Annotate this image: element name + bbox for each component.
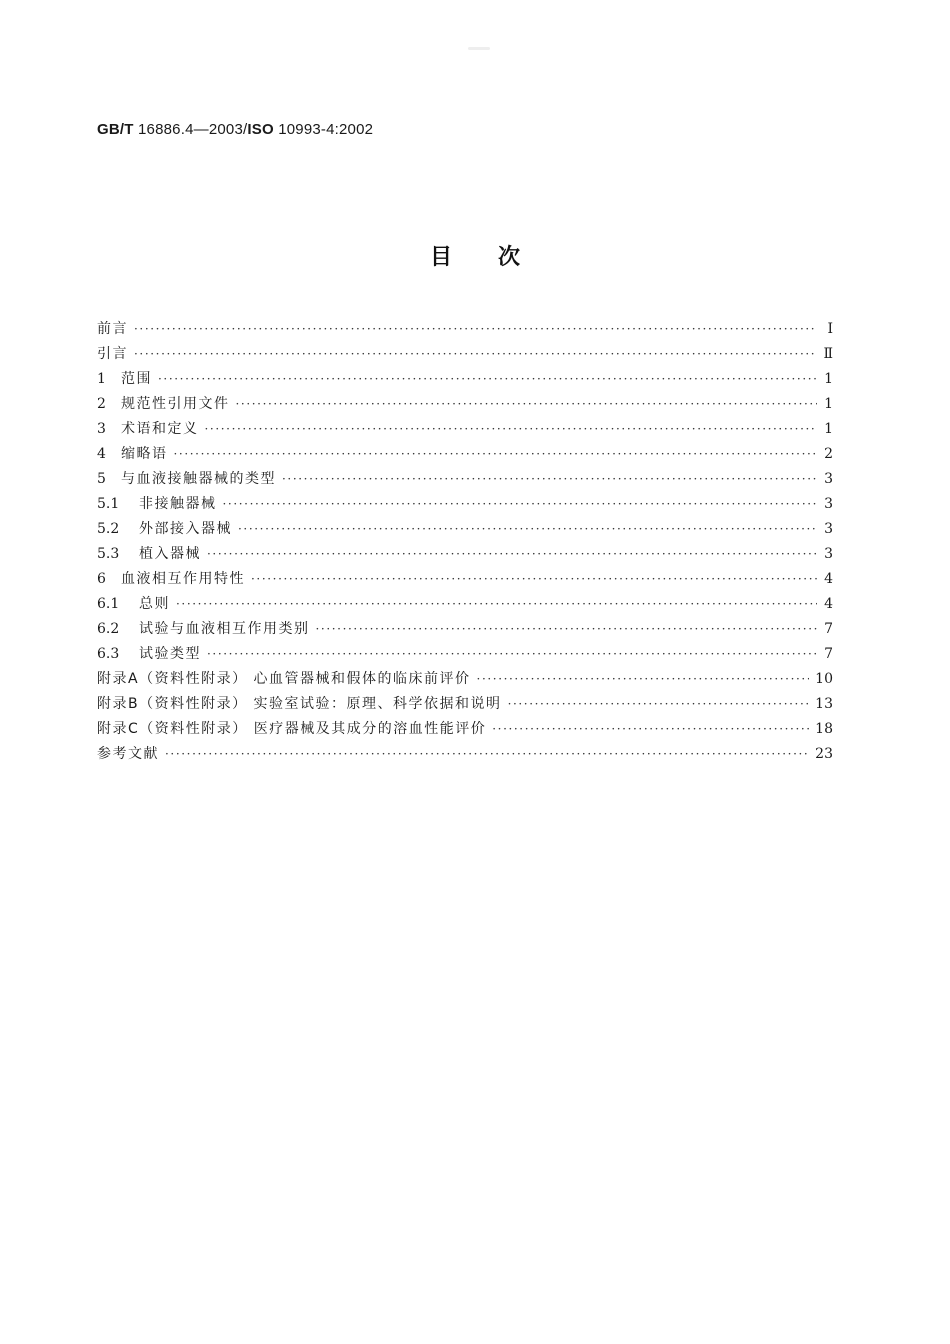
toc-entry-page: 1 <box>824 396 833 412</box>
toc-leader-dots <box>205 422 818 436</box>
page-title <box>0 240 950 271</box>
toc-entry-label: 引言 <box>97 346 128 362</box>
page-title-char-2: 次 <box>498 245 521 270</box>
toc-entry-page: 1 <box>824 371 833 387</box>
toc-leader-dots <box>134 347 817 361</box>
toc-entry-number: 5.3 <box>97 546 120 562</box>
toc-entry-page: 18 <box>815 721 833 737</box>
toc-entry[interactable] <box>97 418 833 443</box>
toc-entry-label: 外部接入器械 <box>139 521 232 537</box>
toc-entry[interactable] <box>97 693 833 718</box>
toc-leader-dots <box>134 322 817 336</box>
toc-leader-dots <box>508 697 810 711</box>
toc-entry-label: 血液相互作用特性 <box>121 571 245 587</box>
standard-code-iso-number: 10993-4:2002 <box>273 121 374 138</box>
toc-entry-page: I <box>827 321 833 337</box>
toc-entry[interactable] <box>97 718 833 743</box>
table-of-contents <box>97 318 833 768</box>
scan-speck <box>468 47 490 50</box>
toc-entry-page: 7 <box>824 646 833 662</box>
toc-entry-label: 参考文献 <box>97 746 159 762</box>
toc-entry-label: 术语和定义 <box>121 421 199 437</box>
toc-leader-dots <box>236 397 818 411</box>
toc-entry-label: 总则 <box>139 596 170 612</box>
toc-leader-dots <box>223 497 818 511</box>
toc-entry[interactable] <box>97 743 833 768</box>
toc-entry[interactable] <box>97 318 833 343</box>
toc-entry-page: 3 <box>824 521 833 537</box>
toc-entry-number: 1 <box>97 371 106 387</box>
toc-entry-label: 范围 <box>121 371 152 387</box>
toc-leader-dots <box>316 622 818 636</box>
toc-entry-number: 2 <box>97 396 106 412</box>
standard-code <box>97 121 373 138</box>
toc-leader-dots <box>251 572 817 586</box>
toc-entry-page: 1 <box>824 421 833 437</box>
toc-entry-page: 7 <box>824 621 833 637</box>
toc-entry-label: 试验与血液相互作用类别 <box>139 621 310 637</box>
toc-leader-dots <box>207 547 817 561</box>
toc-entry-number: 4 <box>97 446 106 462</box>
toc-entry-page: 4 <box>824 596 833 612</box>
toc-leader-dots <box>492 722 809 736</box>
toc-entry-number: 6.3 <box>97 646 120 662</box>
toc-entry-page: 23 <box>815 746 833 762</box>
toc-entry-page: 3 <box>824 496 833 512</box>
toc-entry-label: 缩略语 <box>121 446 168 462</box>
toc-entry[interactable] <box>97 518 833 543</box>
toc-entry-page: 2 <box>824 446 833 462</box>
toc-entry-page: 4 <box>824 571 833 587</box>
toc-entry[interactable] <box>97 368 833 393</box>
toc-entry-page: Ⅱ <box>823 346 833 362</box>
toc-leader-dots <box>477 672 810 686</box>
toc-entry-label: 植入器械 <box>139 546 201 562</box>
toc-entry-page: 13 <box>815 696 833 712</box>
toc-entry-number: 6.2 <box>97 621 120 637</box>
toc-leader-dots <box>165 747 809 761</box>
toc-leader-dots <box>174 447 818 461</box>
toc-leader-dots <box>282 472 817 486</box>
toc-entry-label: 试验类型 <box>139 646 201 662</box>
toc-entry-page: 3 <box>824 546 833 562</box>
toc-entry[interactable] <box>97 643 833 668</box>
toc-entry[interactable] <box>97 668 833 693</box>
toc-entry-label: 附录C（资料性附录） 医疗器械及其成分的溶血性能评价 <box>97 721 487 737</box>
toc-entry[interactable] <box>97 593 833 618</box>
toc-entry-label: 非接触器械 <box>139 496 217 512</box>
toc-leader-dots <box>158 372 817 386</box>
standard-code-number: 16886.4—2003/ <box>133 121 248 138</box>
toc-entry-page: 3 <box>824 471 833 487</box>
toc-entry[interactable] <box>97 443 833 468</box>
standard-code-prefix: GB/T <box>97 121 134 138</box>
toc-entry-label: 附录B（资料性附录） 实验室试验：原理、科学依据和说明 <box>97 696 502 712</box>
toc-entry[interactable] <box>97 468 833 493</box>
toc-entry-label: 附录A（资料性附录） 心血管器械和假体的临床前评价 <box>97 671 471 687</box>
toc-entry-label: 前言 <box>97 321 128 337</box>
toc-entry-number: 3 <box>97 421 106 437</box>
standard-code-iso: ISO <box>247 121 274 138</box>
toc-entry-label: 与血液接触器械的类型 <box>121 471 276 487</box>
toc-entry[interactable] <box>97 618 833 643</box>
toc-entry-label: 规范性引用文件 <box>121 396 230 412</box>
toc-leader-dots <box>176 597 817 611</box>
toc-entry[interactable] <box>97 343 833 368</box>
toc-entry[interactable] <box>97 393 833 418</box>
toc-entry-page: 10 <box>815 671 833 687</box>
toc-leader-dots <box>238 522 817 536</box>
toc-entry-number: 6 <box>97 571 106 587</box>
toc-entry-number: 5.1 <box>97 496 120 512</box>
toc-entry-number: 5 <box>97 471 106 487</box>
toc-leader-dots <box>207 647 817 661</box>
toc-entry[interactable] <box>97 568 833 593</box>
toc-entry-number: 5.2 <box>97 521 120 537</box>
toc-entry-number: 6.1 <box>97 596 120 612</box>
toc-entry[interactable] <box>97 543 833 568</box>
toc-entry[interactable] <box>97 493 833 518</box>
page-title-char-1: 目 <box>429 245 452 270</box>
